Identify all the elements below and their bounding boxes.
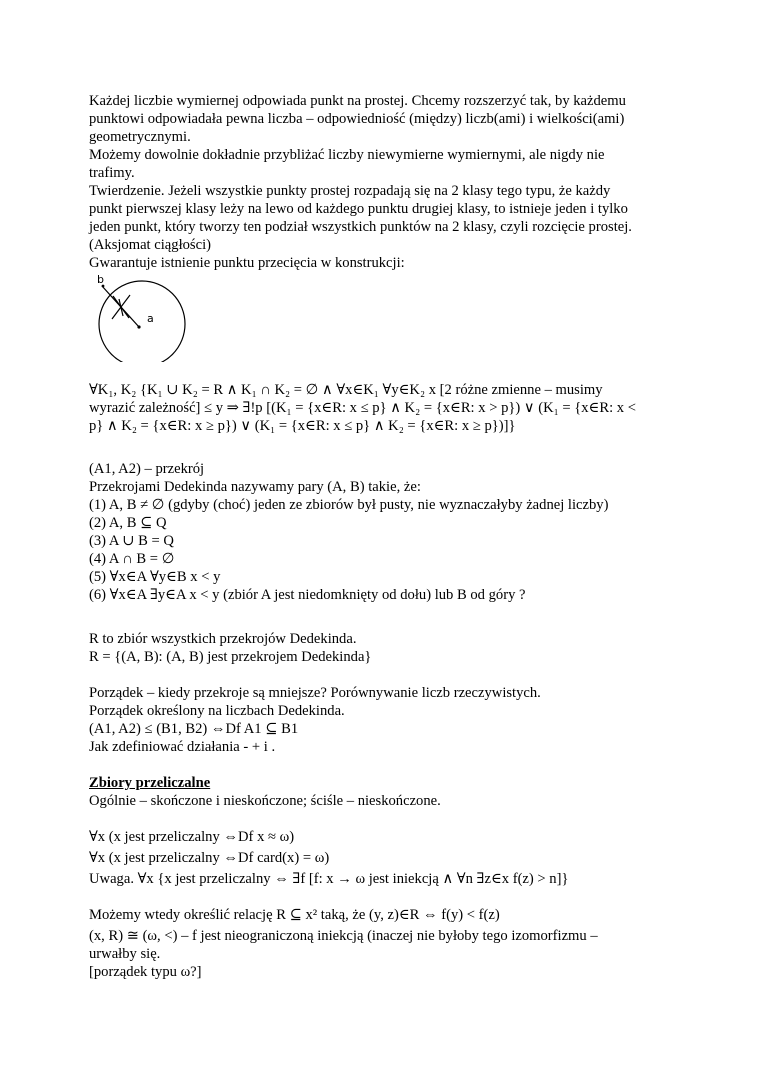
section-heading: Zbiory przeliczalne — [89, 775, 211, 791]
text-line: R to zbiór wszystkich przekrojów Dedekinda. — [89, 631, 357, 647]
text-line: Ogólnie – skończone i nieskończone; ściśle – nieskończone. — [89, 793, 441, 809]
formula-line: p} ∧ K₂ = {x∈R: x ≥ p}) ∨ (K₁ = {x∈R: x ≤ p} ∧ K₂ = {x∈R: x ≥ p})]} — [89, 418, 516, 434]
label-a: a — [147, 312, 154, 325]
list-item: (2) A, B ⊆ Q — [89, 515, 167, 531]
formula-line: Możemy wtedy określić relację R ⊆ x² taką, że (y, z)∈R ⇔ f(y) < f(z) — [89, 907, 500, 923]
text-line: (A1, A2) ≤ (B1, B2) ⇔Df A1 ⊆ B1 — [89, 721, 299, 737]
formula-line: ∀K₁, K₂ {K₁ ∪ K₂ = R ∧ K₁ ∩ K₂ = ∅ ∧ ∀x∈K₁ ∀y∈K₂ x [2 różne zmienne – musimy — [89, 382, 603, 398]
list-item: (6) ∀x∈A ∃y∈A x < y (zbiór A jest niedomknięty od dołu) lub B od góry ? — [89, 587, 526, 603]
list-item: (4) A ∩ B = ∅ — [89, 551, 175, 567]
text-line: Przekrojami Dedekinda nazywamy pary (A, B) takie, że: — [89, 479, 421, 495]
formula-line: Uwaga. ∀x {x jest przeliczalny ⇔ ∃f [f: x → ω jest iniekcją ∧ ∀n ∃z∈x f(z) > n]} — [89, 871, 569, 887]
center-point — [137, 325, 140, 328]
formula-line: ∀x (x jest przeliczalny ⇔Df x ≈ ω) — [89, 829, 295, 845]
text-line: Możemy dowolnie dokładnie przybliżać liczby niewymierne wymiernymi, ale nigdy nie — [89, 147, 605, 163]
text-line: (A1, A2) – przekrój — [89, 461, 205, 477]
text-line: (Aksjomat ciągłości) — [89, 237, 211, 253]
formula-line: wyrazić zależność] ≤ y ⇒ ∃!p [(K₁ = {x∈R: x ≤ p} ∧ K₂ = {x∈R: x > p}) ∨ (K₁ = {x∈R: x < — [89, 400, 636, 416]
list-item: (1) A, B ≠ ∅ (gdyby (choć) jeden ze zbiorów był pusty, nie wyznaczałyby żadnej liczby) — [89, 497, 609, 513]
text-line: [porządek typu ω?] — [89, 964, 202, 980]
text-line: Porządek – kiedy przekroje są mniejsze? Porównywanie liczb rzeczywistych. — [89, 685, 541, 701]
list-item: (5) ∀x∈A ∀y∈B x < y — [89, 569, 221, 585]
text-line: Twierdzenie. Jeżeli wszystkie punkty prostej rozpadają się na 2 klasy tego typu, że każdy — [89, 183, 611, 199]
text-line: R = {(A, B): (A, B) jest przekrojem Dedekinda} — [89, 649, 372, 665]
text-line: geometrycznymi. — [89, 129, 191, 145]
text-line: Gwarantuje istnienie punktu przecięcia w konstrukcji: — [89, 255, 405, 271]
text-line: trafimy. — [89, 165, 135, 181]
text-line: urwałby się. — [89, 946, 161, 962]
text-line: punktowi odpowiadała pewna liczba – odpowiedniość (między) liczb(ami) i wielkości(ami) — [89, 111, 625, 127]
text-line: jeden punkt, który tworzy ten podział wszystkich punktów na 2 klasy, czyli rozcięcie prostej. — [89, 219, 632, 235]
formula-line: ∀x (x jest przeliczalny ⇔Df card(x) = ω) — [89, 850, 330, 866]
label-b: b — [97, 273, 104, 286]
text-line: Każdej liczbie wymiernej odpowiada punkt na prostej. Chcemy rozszerzyć tak, by każdemu — [89, 93, 626, 109]
text-line: Jak zdefiniować działania - + i . — [89, 739, 276, 755]
formula-line: (x, R) ≅ (ω, <) – f jest nieograniczoną iniekcją (inaczej nie byłoby tego izomorfizmu – — [89, 928, 598, 944]
text-line: punkt pierwszej klasy leży na lewo od każdego punktu drugiej klasy, to istnieje jeden i tylko — [89, 201, 628, 217]
circle-shape — [99, 281, 185, 362]
text-line: Porządek określony na liczbach Dedekinda. — [89, 703, 345, 719]
construction-figure — [92, 272, 192, 362]
list-item: (3) A ∪ B = Q — [89, 533, 174, 549]
